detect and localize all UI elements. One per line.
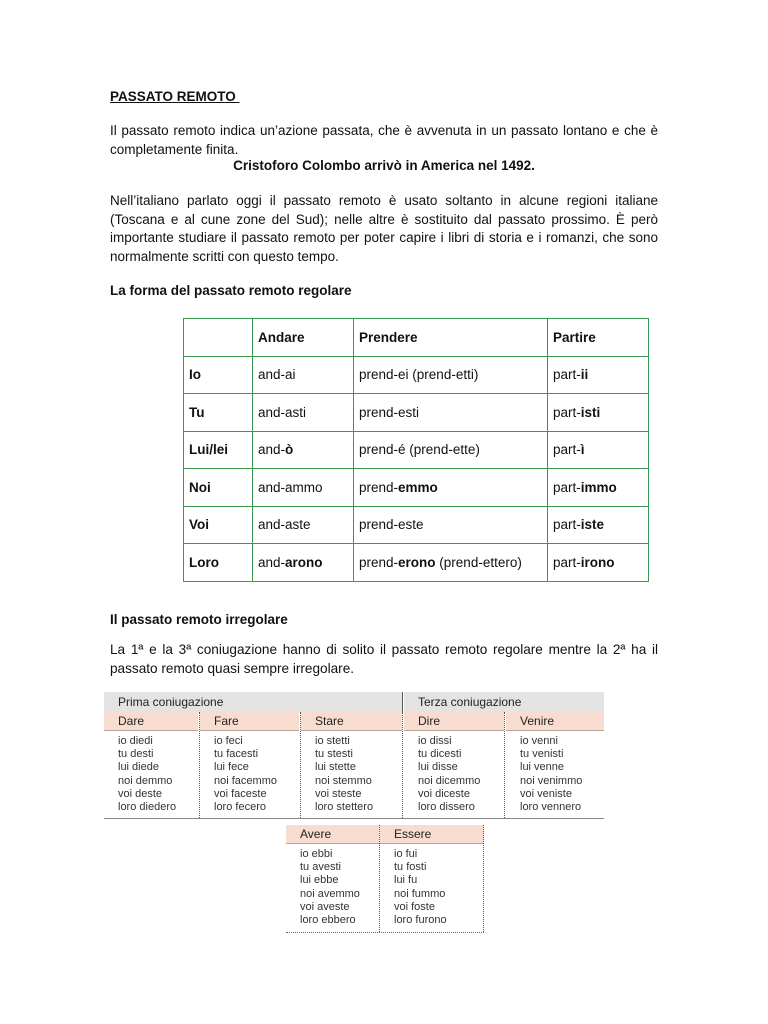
regular-form-heading: La forma del passato remoto regolare [110, 283, 352, 298]
form-segment: esti [398, 404, 420, 420]
conjugation-cell-partire [548, 431, 649, 469]
page-title: PASSATO REMOTO [110, 89, 240, 104]
irregular-verbs-table-1 [104, 692, 604, 822]
form-segment: ai [285, 367, 296, 383]
ending-bold: emmo [398, 479, 438, 495]
verb-forms-venire [506, 735, 604, 814]
verb-form: voi deste [118, 787, 163, 800]
verb-header-dire: Dire [404, 712, 504, 731]
conjugation-cell-prendere [354, 506, 548, 544]
form-segment: part- [553, 404, 581, 420]
verb-header-essere: Essere [380, 825, 484, 844]
form-segment: (prend-etti) [408, 367, 479, 383]
table-row [184, 431, 649, 469]
form-segment: este [398, 517, 424, 533]
verb-form: voi foste [394, 900, 435, 913]
ending-bold: irono [580, 554, 615, 570]
column-divider [483, 825, 484, 932]
verb-form: io ebbi [300, 848, 333, 860]
form-segment: and- [258, 367, 286, 383]
form-segment: part- [553, 554, 581, 570]
verb-form: tu venisti [520, 748, 564, 761]
table-header-cell: Andare [253, 319, 354, 357]
form-segment: prend- [359, 367, 399, 383]
verb-form: noi facemmo [214, 774, 277, 787]
verb-form: lui stette [315, 761, 356, 774]
regular-conjugation-table [183, 318, 649, 582]
verb-header-dare: Dare [104, 712, 198, 731]
verb-form: voi diceste [418, 787, 470, 800]
irregular-verbs-table-2 [286, 825, 484, 935]
table-row [184, 394, 649, 432]
ending-bold: iste [580, 517, 605, 533]
verb-header-avere: Avere [286, 825, 379, 844]
verb-form: io feci [214, 735, 243, 747]
verb-form: loro vennero [520, 801, 582, 814]
verb-form: noi dicemmo [418, 774, 481, 787]
verb-form: io fui [394, 848, 418, 860]
form-segment: part- [553, 517, 581, 533]
verb-form: noi stemmo [315, 774, 372, 787]
verb-form: lui disse [418, 761, 458, 774]
conjugation-cell-prendere [354, 431, 548, 469]
verb-forms-fare [200, 735, 299, 814]
table-bottom-rule [286, 932, 484, 933]
verb-form: io diedi [118, 735, 153, 747]
form-segment: ei [398, 367, 409, 383]
form-segment: prend- [359, 517, 399, 533]
form-segment: asti [285, 404, 307, 420]
ending-bold: ì [580, 442, 585, 458]
form-segment: part- [553, 442, 581, 458]
form-segment: ammo [285, 479, 323, 495]
ending-bold: erono [398, 554, 436, 570]
conjugation-cell-andare [253, 506, 354, 544]
conjugation-cell-andare [253, 544, 354, 582]
column-divider [504, 712, 505, 818]
conjugation-cell-prendere [354, 356, 548, 394]
conjugation-cell-partire [548, 544, 649, 582]
verb-form: tu facesti [214, 748, 259, 761]
column-divider [402, 692, 403, 712]
verb-form: lui diede [118, 761, 159, 774]
conjugation-cell-andare [253, 431, 354, 469]
verb-form: lui venne [520, 761, 565, 774]
verb-form: voi veniste [520, 787, 572, 800]
person-cell: Tu [184, 394, 253, 432]
column-divider [402, 712, 403, 818]
verb-header-fare: Fare [200, 712, 299, 731]
verb-forms-dare [104, 735, 198, 814]
table-header-cell [184, 319, 253, 357]
form-segment: prend- [359, 442, 399, 458]
verb-form: lui ebbe [300, 874, 339, 887]
conjugation-cell-prendere [354, 544, 548, 582]
verb-form: io dissi [418, 735, 452, 747]
verb-forms-essere [380, 848, 484, 927]
table-header-cell: Partire [548, 319, 649, 357]
verb-form: lui fu [394, 874, 418, 887]
verb-form: noi avemmo [300, 887, 360, 900]
ending-bold: immo [580, 479, 617, 495]
form-segment: and- [258, 517, 286, 533]
intro-paragraph: Il passato remoto indica un’azione passata, che è avvenuta in un passato lontano e che è completamente finita. [110, 123, 658, 157]
person-cell: Lui/lei [184, 431, 253, 469]
table-header-cell: Prendere [354, 319, 548, 357]
form-segment: part- [553, 479, 581, 495]
verb-form: loro stettero [315, 801, 374, 814]
verb-form: loro diedero [118, 801, 177, 814]
verb-forms-dire [404, 735, 504, 814]
verb-form: tu desti [118, 748, 154, 761]
table-row [184, 469, 649, 507]
conjugation-cell-andare [253, 469, 354, 507]
verb-header-stare: Stare [301, 712, 402, 731]
conjugation-cell-prendere [354, 394, 548, 432]
verb-form: noi demmo [118, 774, 173, 787]
verb-form: loro dissero [418, 801, 475, 814]
ending-bold: ò [285, 442, 294, 458]
form-segment: (prend-ettero) [435, 554, 522, 570]
group-header-prima: Prima coniugazione [104, 692, 402, 712]
verb-forms-avere [286, 848, 379, 927]
verb-form: loro fecero [214, 801, 266, 814]
form-segment: prend- [359, 404, 399, 420]
table-row [184, 356, 649, 394]
conjugation-cell-andare [253, 356, 354, 394]
form-segment: and- [258, 404, 286, 420]
form-segment: é [398, 442, 406, 458]
person-cell: Voi [184, 506, 253, 544]
verb-form: noi fummo [394, 887, 446, 900]
conjugation-cell-prendere [354, 469, 548, 507]
conjugation-cell-partire [548, 469, 649, 507]
table-row [184, 544, 649, 582]
usage-paragraph: Nell’italiano parlato oggi il passato remoto è usato soltanto in alcune regioni italiane (Toscana e al cune zone del Sud); nelle altre è sostituito dal passato prossimo. È però importante studiare il passato remoto per poter capire i libri di storia e i romanzi, che sono normalmente scritti con questo tempo. [110, 193, 658, 264]
person-cell: Io [184, 356, 253, 394]
ending-bold: isti [580, 404, 601, 420]
verb-form: voi aveste [300, 900, 350, 913]
verb-form: io stetti [315, 735, 350, 747]
person-cell: Loro [184, 544, 253, 582]
verb-form: io venni [520, 735, 558, 747]
person-cell: Noi [184, 469, 253, 507]
verb-form: tu stesti [315, 748, 353, 761]
form-segment: and- [258, 479, 286, 495]
verb-form: noi venimmo [520, 774, 583, 787]
verb-header-venire: Venire [506, 712, 604, 731]
verb-form: loro furono [394, 914, 447, 927]
form-segment: part- [553, 367, 581, 383]
verb-form: tu dicesti [418, 748, 462, 761]
ending-bold: ii [580, 367, 589, 383]
group-header-terza: Terza coniugazione [404, 692, 604, 712]
verb-form: tu fosti [394, 861, 427, 874]
verb-form: tu avesti [300, 861, 341, 874]
form-segment: prend- [359, 554, 399, 570]
verb-forms-stare [301, 735, 402, 814]
verb-form: voi faceste [214, 787, 267, 800]
irregular-heading: Il passato remoto irregolare [110, 612, 288, 627]
table-row [184, 506, 649, 544]
form-segment: and- [258, 442, 286, 458]
ending-bold: arono [285, 554, 323, 570]
verb-form: lui fece [214, 761, 249, 774]
conjugation-cell-partire [548, 356, 649, 394]
verb-form: loro ebbero [300, 914, 356, 927]
form-segment: prend- [359, 479, 399, 495]
conjugation-cell-partire [548, 394, 649, 432]
form-segment: aste [285, 517, 311, 533]
verb-form: voi steste [315, 787, 362, 800]
column-divider [300, 712, 301, 818]
column-divider [199, 712, 200, 818]
conjugation-cell-andare [253, 394, 354, 432]
form-segment: (prend-ette) [405, 442, 480, 458]
example-sentence: Cristoforo Colombo arrivò in America nel 1492. [233, 158, 535, 173]
irregular-intro-paragraph: La 1ª e la 3ª coniugazione hanno di solito il passato remoto regolare mentre la 2ª ha il passato remoto quasi sempre irregolare. [110, 642, 658, 676]
conjugation-cell-partire [548, 506, 649, 544]
form-segment: and- [258, 554, 286, 570]
table-bottom-rule [104, 818, 604, 819]
column-divider [379, 825, 380, 932]
